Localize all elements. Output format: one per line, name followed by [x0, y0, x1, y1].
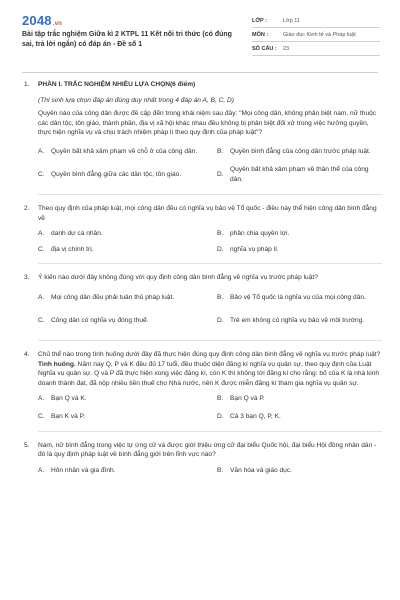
option-d[interactable] — [217, 165, 382, 185]
option-text: Trẻ em không có nghĩa vụ bảo vệ môi trường. — [230, 317, 365, 325]
option-b[interactable] — [217, 142, 382, 162]
answer-options — [38, 288, 382, 331]
option-text: Quyền bất khả xâm phạm về thân thể của công dân. — [230, 166, 369, 183]
option-b[interactable] — [217, 466, 382, 476]
option-b[interactable] — [217, 394, 382, 404]
option-a[interactable] — [38, 466, 203, 476]
question-number: 4. — [24, 350, 30, 358]
option-text: Mọi công dân đều phải tuân thủ pháp luật. — [51, 294, 175, 302]
scenario-label: Tình huống. — [38, 360, 76, 368]
question-4 — [22, 350, 382, 422]
logo-text: 2048 — [22, 13, 52, 28]
question-2 — [22, 204, 382, 254]
meta-row-count — [252, 42, 380, 56]
option-text: Bạn K và P. — [51, 412, 85, 420]
logo-suffix: .vn — [52, 21, 63, 27]
question-stem: Chủ thể nào trong tình huống dưới đây đã thực hiện đúng quy định công dân bình đẳng về nghĩa vụ trước pháp luật? — [38, 350, 381, 358]
option-letter: B. — [217, 466, 224, 474]
option-a[interactable] — [38, 142, 203, 162]
option-c[interactable] — [38, 165, 203, 185]
question-stem: Nam, nữ bình đẳng trong việc tự ứng cử và được giới thiệu ứng cử đại biểu Quốc hội, đại biểu Hội đồng nhân dân - đó là quy định pháp luật về bình đẳng giới trên lĩnh vực nào? — [38, 441, 377, 459]
option-letter: C. — [38, 245, 45, 253]
option-letter: C. — [38, 171, 45, 179]
meta-row-class — [252, 14, 380, 28]
question-3 — [22, 273, 382, 331]
option-text: Quyền bình đẳng giữa các dân tộc, tôn giáo. — [51, 171, 182, 179]
meta-value: Lớp 11 — [283, 17, 300, 24]
question-divider — [38, 263, 382, 264]
option-text: Bảo vệ Tổ quốc là nghĩa vụ của mọi công dân. — [230, 294, 366, 302]
meta-key: MÔN : — [252, 31, 269, 38]
question-number: 3. — [24, 274, 30, 282]
section-instruction: (Thí sinh lựa chọn đáp án đúng duy nhất trong 4 đáp án A, B, C, D) — [38, 96, 235, 104]
option-text: Quyền bất khả xâm phạm về chỗ ở của công dân. — [51, 148, 198, 156]
question-1 — [22, 80, 382, 185]
option-letter: C. — [38, 412, 45, 420]
question-divider — [38, 194, 382, 195]
meta-value: Giáo dục Kinh tế và Pháp luật — [283, 31, 356, 38]
meta-row-subject — [252, 28, 380, 42]
option-text: Bạn Q và P. — [230, 395, 265, 403]
question-number: 2. — [24, 204, 30, 212]
option-letter: D. — [217, 171, 224, 179]
option-letter: B. — [217, 148, 224, 156]
option-text: Hôn nhân và gia đình. — [51, 466, 116, 474]
option-letter: D. — [217, 412, 224, 420]
option-text: Quyền bình đẳng của công dân trước pháp luật. — [230, 148, 371, 156]
option-text: Công dân có nghĩa vụ đóng thuế. — [51, 317, 149, 325]
meta-value: 23 — [283, 45, 290, 52]
question-5 — [22, 441, 382, 476]
option-b[interactable] — [217, 229, 382, 239]
answer-options — [38, 229, 382, 254]
question-stem: Theo quy định của pháp luật, mọi công dân đều có nghĩa vụ bảo vệ Tổ quốc - điều này thể hiện công dân bình đẳng về — [38, 204, 377, 222]
option-d[interactable] — [217, 412, 382, 422]
question-number: 5. — [24, 441, 30, 449]
meta-table — [252, 14, 380, 56]
option-b[interactable] — [217, 288, 382, 308]
option-letter: A. — [38, 230, 45, 238]
option-text: Văn hóa và giáo dục. — [230, 466, 292, 474]
option-a[interactable] — [38, 288, 203, 308]
site-logo[interactable] — [22, 13, 62, 28]
answer-options — [38, 466, 382, 476]
option-letter: D. — [217, 317, 224, 325]
option-c[interactable] — [38, 311, 203, 331]
option-letter: B. — [217, 230, 224, 238]
option-a[interactable] — [38, 229, 203, 239]
option-text: phân chia quyền lợi. — [230, 230, 290, 238]
meta-key: SỐ CÂU : — [252, 45, 277, 52]
meta-key: LỚP : — [252, 17, 267, 24]
option-text: Bạn Q và K. — [51, 395, 87, 403]
option-letter: C. — [38, 317, 45, 325]
option-letter: A. — [38, 294, 45, 302]
answer-options — [38, 142, 382, 185]
question-divider — [38, 431, 382, 432]
header-divider — [22, 72, 378, 73]
option-letter: A. — [38, 148, 45, 156]
scenario-body: Năm nay Q, P và K đều đủ 17 tuổi, đều thuộc diện đăng kí nghĩa vụ quân sự, theo quy định của Luật Nghĩa vụ quân sự. Q và P đã thực hiện xong việc đăng kí, còn K thì không tới đăng kí cho rằng: bố của K là nhà kinh doanh thành đạt, đã nộp nhiều tiền thuế cho Nhà nước, nên K được miễn đăng kí tham gia nghĩa vụ quân sự. — [38, 360, 380, 387]
option-letter: D. — [217, 245, 224, 253]
scenario-text — [38, 360, 382, 389]
document-title: Bài tập trắc nghiệm Giữa kì 2 KTPL 11 Kết nối tri thức (có đúng sai, trả lời ngắn) có đáp án - Đề số 1 — [22, 31, 232, 48]
option-text: địa vị chính trị. — [51, 245, 94, 253]
question-list — [22, 80, 382, 475]
option-text: Cả 3 bạn Q, P, K. — [230, 412, 281, 420]
option-letter: A. — [38, 466, 45, 474]
header — [0, 0, 400, 66]
section-title: PHẦN I. TRẮC NGHIỆM NHIỀU LỰA CHỌN(6 điểm) — [38, 81, 196, 88]
option-c[interactable] — [38, 245, 203, 255]
question-stem: Quyền nào của công dân được đề cập đến trong khái niệm sau đây: "Mọi công dân, không phân biệt nam, nữ thuộc các dân tộc, tôn giáo, thành phần, địa vị xã hội khác nhau đều không bị phân biệt đối xử trong việc hưởng quyền, thực hiện nghĩa vụ và chịu trách nhiệm pháp lí theo quy định của pháp luật"? — [38, 110, 377, 137]
option-letter: B. — [217, 294, 224, 302]
question-stem: Ý kiến nào dưới đây không đúng với quy định công dân bình đẳng về nghĩa vụ trước pháp luật? — [38, 274, 318, 282]
option-text: nghĩa vụ pháp lí. — [230, 245, 279, 253]
option-text: danh dự cá nhân. — [51, 230, 103, 238]
option-c[interactable] — [38, 412, 203, 422]
option-letter: A. — [38, 395, 45, 403]
question-divider — [38, 340, 382, 341]
question-number: 1. — [24, 81, 30, 88]
option-d[interactable] — [217, 311, 382, 331]
option-a[interactable] — [38, 394, 203, 404]
option-letter: B. — [217, 395, 224, 403]
option-d[interactable] — [217, 245, 382, 255]
answer-options — [38, 394, 382, 421]
